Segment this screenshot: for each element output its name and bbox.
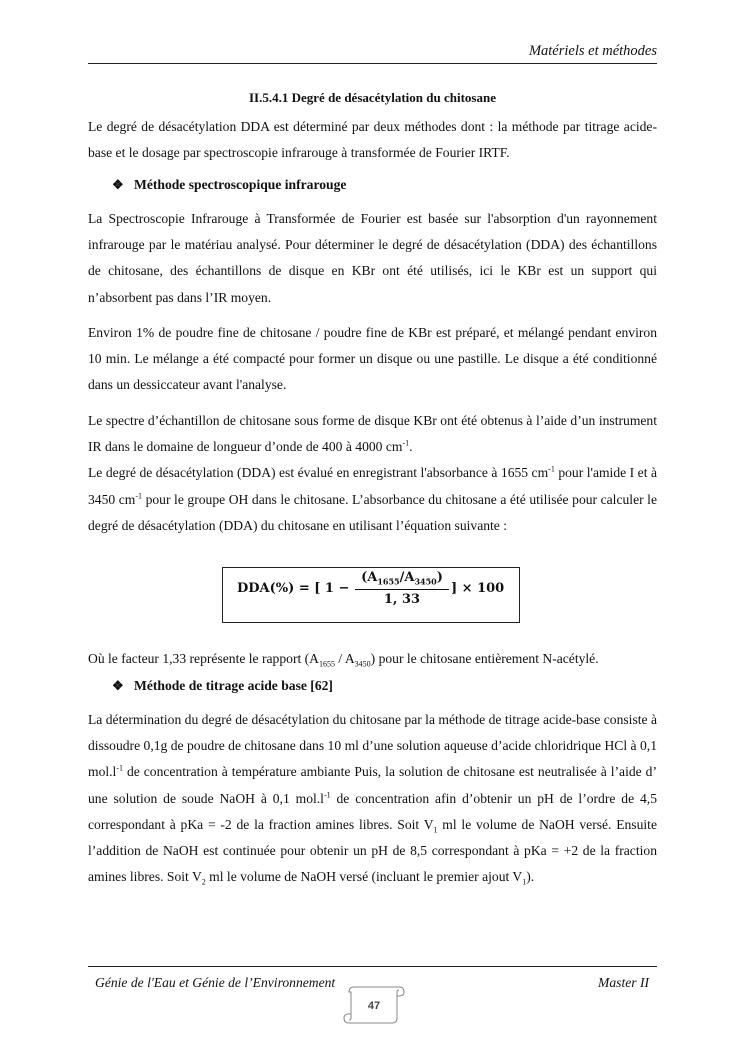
factor-note: Où le facteur 1,33 représente le rapport $(A_{1655} / A_{3450})$ pour le chitosane entièrement N-acétylé.: [88, 651, 599, 669]
ir-method-heading: [112, 177, 346, 193]
footer-left-text: Génie de l'Eau et Génie de l’Environnement: [95, 975, 336, 990]
ir-paragraph-1: La Spectroscopie Infrarouge à Transformée de Fourier est basée sur l'absorption d'un rayonnement infrarouge par le matériau analysé. Pour déterminer le degré de désacétylation (DDA) des échantillons de chitosane, des échantillons de disque en KBr ont été utilisés, ici le KBr est un support qui n’absorbent pas dans l’IR moyen.: [88, 211, 657, 305]
formula-numerator: $(A_{1655}/A_{3450})$: [355, 570, 449, 590]
footer-right-text: Master II: [598, 975, 649, 990]
formula-lhs: DDA(%) = [ 1 −: [237, 581, 350, 596]
ir-paragraph-2: Environ 1% de poudre fine de chitosane / poudre fine de KBr est préparé, et mélangé pendant environ 10 min. Le mélange a été compacté pour former un disque ou une pastille. Le disque a été conditionné dans un dessiccateur avant l'analyse.: [88, 325, 657, 393]
titration-paragraph: La détermination du degré de désacétylation du chitosane par la méthode de titrage acide-base consiste à dissoudre 0,1g de poudre de chitosane dans 10 ml d’une solution aqueuse d’acide chloridrique HCl à 0,1 $mol.l^{-1}$ de concentration à température ambiante Puis, la solution de chitosane est neutralisée à l’aide d’ une solution de soude NaOH à 0,1 $mol.l^{-1}$ de concentration afin d’obtenir un pH de l’ordre de 4,5 correspondant à pKa = -2 de la fraction amines libres. Soit $V_1$ ml le volume de NaOH versé. Ensuite l’addition de NaOH est continuée pour obtenir un pH de 8,5 correspondant à pKa = +2 de la fraction amines libres. Soit $V_2$ ml le volume de NaOH versé (incluant le premier ajout $V_1$).: [88, 712, 657, 887]
titration-heading: [112, 678, 333, 694]
formula-rhs: ] × 100: [451, 581, 505, 596]
page-number: 47: [367, 1000, 381, 1012]
titration-heading-label: Méthode de titrage acide base [62]: [134, 678, 333, 693]
ir-method-heading-label: Méthode spectroscopique infrarouge: [134, 177, 347, 192]
page-header: [88, 43, 657, 64]
diamond-bullet-icon: ❖: [112, 177, 124, 192]
ir-paragraph-3: Le spectre d’échantillon de chitosane sous forme de disque KBr ont été obtenus à l’aide d’un instrument IR dans le domaine de longueur d’onde de 400 à 4000 $cm^{-1}$. Le degré de désacétylation (DDA) est évalué en enregistrant l'absorbance à 1655 $cm^{-1}$ pour l'amide I et à 3450 $cm^{-1}$ pour le groupe OH dans le chitosane. L’absorbance du chitosane a été utilisée pour calculer le degré de désacétylation (DDA) du chitosane en utilisant l’équation suivante :: [88, 413, 657, 533]
header-title: Matériels et méthodes: [528, 43, 657, 59]
intro-paragraph: Le degré de désacétylation DDA est déterminé par deux méthodes dont : la méthode par titrage acide-base et le dosage par spectroscopie infrarouge à transformée de Fourier IRTF.: [88, 119, 657, 161]
formula-fraction: [355, 570, 449, 607]
diamond-bullet-icon: ❖: [112, 678, 124, 693]
formula-denominator: 1, 33: [383, 591, 421, 607]
section-title: II.5.4.1 Degré de désacétylation du chitosane: [249, 90, 496, 105]
footer-divider: [88, 966, 657, 967]
dda-formula-box: [222, 567, 520, 623]
